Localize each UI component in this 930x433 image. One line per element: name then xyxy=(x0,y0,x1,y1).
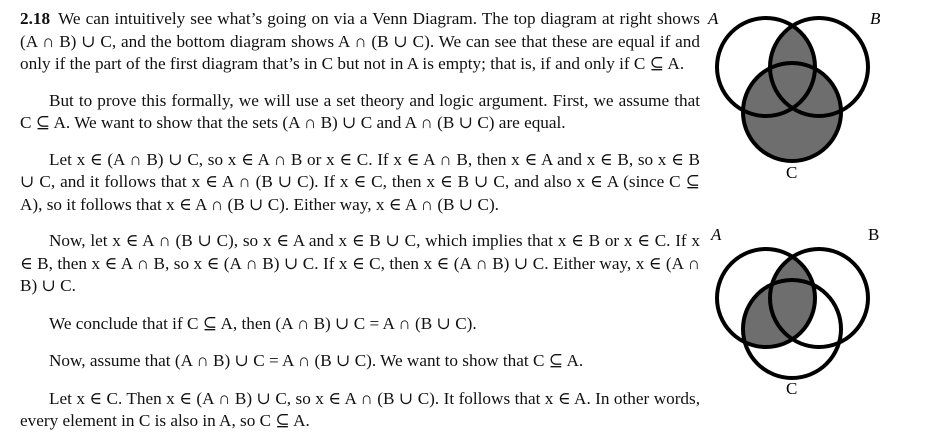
venn-top-label-b: B xyxy=(870,9,881,28)
venn-bottom-label-c: C xyxy=(786,379,798,398)
paragraph-6: Now, assume that (A ∩ B) ∪ C = A ∩ (B ∪ C). We want to show that C ⊆ A. xyxy=(49,351,584,370)
venn-diagrams xyxy=(700,0,930,433)
paragraph-3: Let x ∈ (A ∩ B) ∪ C, so x ∈ A ∩ B or x ∈ C. If x ∈ A ∩ B, then x ∈ A and x ∈ B, so x ∈ B ∪ C, and it follows that x ∈ A ∩ (B ∪ C). If x ∈ C, then x ∈ B ∪ C, and also x ∈ A (since C ⊆ A), so it follows that x ∈ A ∩ (B ∪ C). Either way, x ∈ A ∩ (B ∪ C). xyxy=(20,149,700,214)
venn-bottom-label-b: B xyxy=(868,225,880,244)
paragraph-5: We conclude that if C ⊆ A, then (A ∩ B) ∪ C = A ∩ (B ∪ C). xyxy=(49,313,477,333)
paragraph-2: But to prove this formally, we will use a set theory and logic argument. First, we assume that C ⊆ A. We want to show that the sets (A ∩ B) ∪ C and A ∩ (B ∪ C) are equal. xyxy=(20,90,700,132)
paragraph-4: Now, let x ∈ A ∩ (B ∪ C), so x ∈ A and x ∈ B ∪ C, which implies that x ∈ B or x ∈ C. If x ∈ B, then x ∈ A ∩ B, so x ∈ (A ∩ B) ∪ C. If x ∈ C, then x ∈ (A ∩ B) ∪ C. Either way, x ∈ (A ∩ B) ∪ C. xyxy=(20,231,700,295)
paragraph-1 xyxy=(20,8,700,76)
venn-top-label-a: A xyxy=(708,9,719,28)
venn-bottom xyxy=(710,225,879,398)
paragraph-1-text: We can intuitively see what’s going on via a Venn Diagram. The top diagram at right shows (A ∩ B) ∪ C, and the bottom diagram shows A ∩ (B ∪ C). We can see that these are equal if and only if the part of the first diagram that’s in C but not in A is empty; that is, if and only if C ⊆ A. xyxy=(20,9,700,73)
venn-top xyxy=(707,9,881,182)
venn-top-label-c: C xyxy=(786,163,798,182)
exercise-number: 2.18 xyxy=(20,9,51,28)
proof-text xyxy=(20,8,700,433)
paragraph-7: Let x ∈ C. Then x ∈ (A ∩ B) ∪ C, so x ∈ A ∩ (B ∪ C). It follows that x ∈ A. In other words, every element in C is also in A, so C ⊆ A. xyxy=(20,388,700,430)
venn-bottom-label-a: A xyxy=(711,225,722,244)
